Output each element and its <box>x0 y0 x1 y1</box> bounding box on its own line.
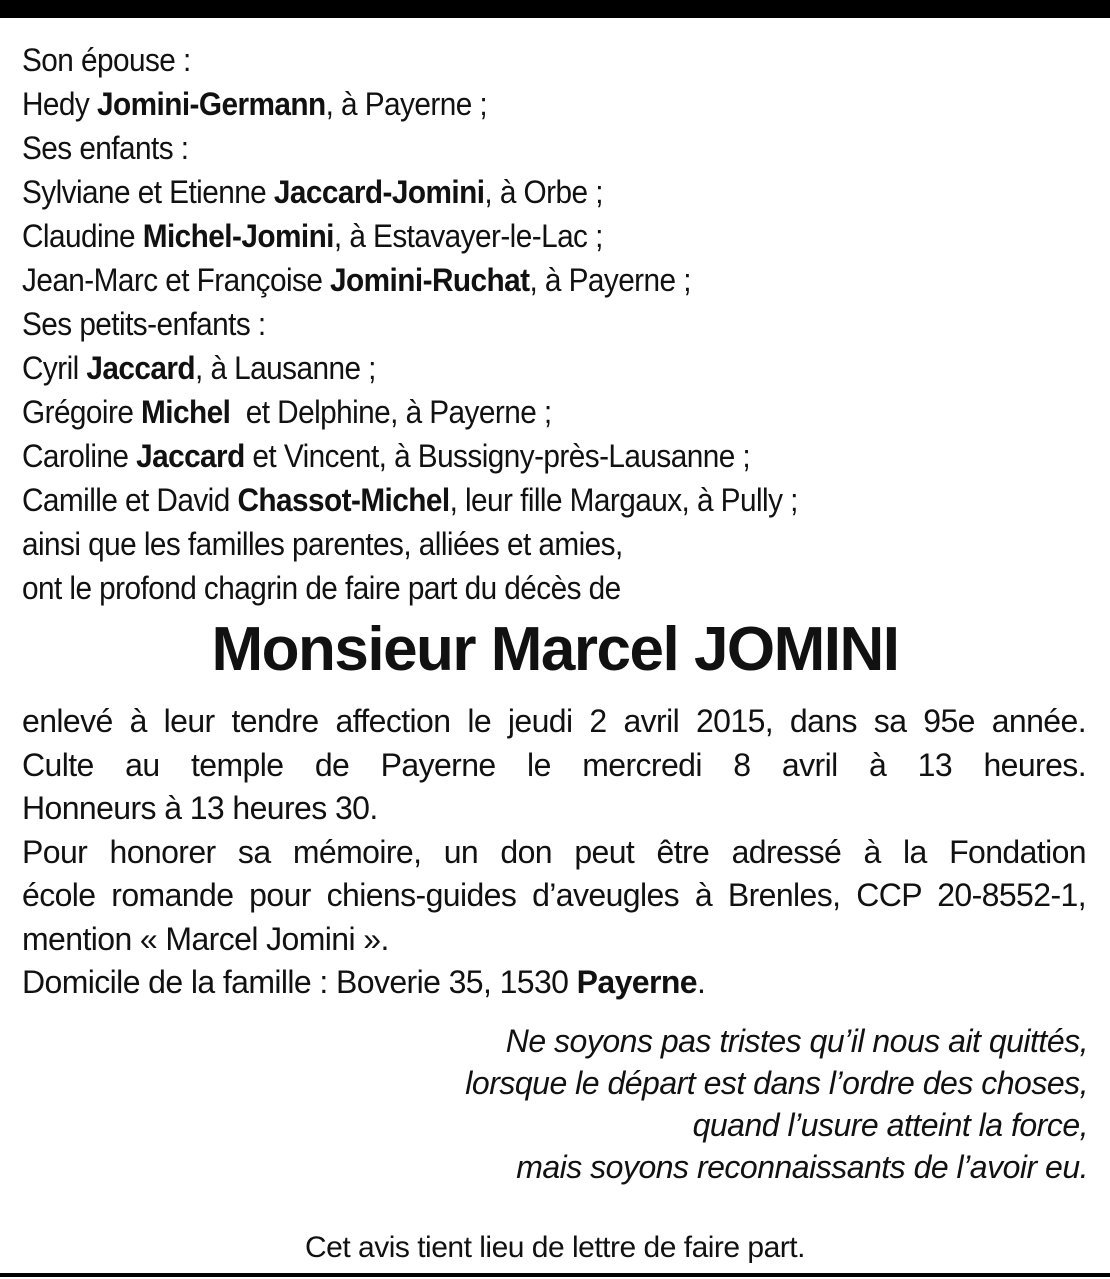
poem-line: quand l’usure atteint la force, <box>692 1107 1088 1143</box>
child-first-names: Sylviane et Etienne <box>22 174 274 210</box>
grandchildren-heading: Ses petits-enfants : <box>22 306 266 342</box>
grandchild-first-names: Camille et David <box>22 482 238 518</box>
poem-line: lorsque le départ est dans l’ordre des choses, <box>465 1065 1088 1101</box>
poem-line: mais soyons reconnaissants de l’avoir eu. <box>516 1149 1088 1185</box>
donation-foundation: école romande pour chiens-guides d’aveugles à Brenles, CCP 20-8552-1, <box>22 877 1086 913</box>
child-first-names: Jean-Marc et Françoise <box>22 262 331 298</box>
honours-info: Honneurs à 13 heures 30. <box>22 790 378 826</box>
announcement-line: ont le profond chagrin de faire part du décès de <box>22 570 621 606</box>
address-city: Payerne <box>576 964 697 1000</box>
deceased-name: Monsieur Marcel JOMINI <box>211 615 899 684</box>
address-text: Domicile de la famille : Boverie 35, 1530 <box>22 964 577 1000</box>
child-line <box>22 258 1017 302</box>
family-list <box>22 38 1017 610</box>
grandchild-first-names: Grégoire <box>22 394 142 430</box>
donation-info: Pour honorer sa mémoire, un don peut être adressé à la Fondation <box>22 833 1086 870</box>
child-location: , à Payerne ; <box>529 262 691 298</box>
spouse-last-name: Jomini-Germann <box>96 86 326 122</box>
grandchild-last-name: Michel <box>141 394 231 430</box>
top-border <box>0 0 1110 18</box>
grandchild-location: et Delphine, à Payerne ; <box>230 394 552 430</box>
spouse-heading: Son épouse : <box>22 42 191 78</box>
grandchild-last-name: Jaccard <box>86 350 196 386</box>
grandchild-location: et Vincent, à Bussigny-près-Lausanne ; <box>244 438 751 474</box>
address-suffix: . <box>697 964 706 1000</box>
child-first-names: Claudine <box>22 218 143 254</box>
spouse-first-name: Hedy <box>22 86 97 122</box>
child-location: , à Orbe ; <box>484 174 603 210</box>
child-last-name: Jomini-Ruchat <box>330 262 530 298</box>
spouse-location: , à Payerne ; <box>325 86 488 122</box>
child-line <box>22 170 1017 214</box>
grandchild-last-name: Jaccard <box>136 438 245 474</box>
passing-date: enlevé à leur tendre affection le jeudi 2 avril 2015, dans sa 95e année. <box>22 703 1086 739</box>
children-heading: Ses enfants : <box>22 130 189 166</box>
child-last-name: Michel-Jomini <box>142 218 334 254</box>
donation-mention: mention « Marcel Jomini ». <box>22 920 389 957</box>
grandchild-location: , à Lausanne ; <box>195 350 376 386</box>
poem-line: Ne soyons pas tristes qu’il nous ait quittés, <box>505 1023 1088 1059</box>
other-families: ainsi que les familles parentes, alliées et amies, <box>22 526 623 562</box>
family-address <box>22 961 1086 1005</box>
grandchild-location: , leur fille Margaux, à Pully ; <box>449 482 798 518</box>
bottom-border <box>0 1273 1110 1277</box>
footer-note: Cet avis tient lieu de lettre de faire part. <box>305 1231 805 1264</box>
grandchild-line <box>22 346 1017 390</box>
grandchild-line <box>22 434 1017 478</box>
grandchild-first-names: Caroline <box>22 438 137 474</box>
spouse-line <box>22 82 1017 126</box>
child-location: , à Estavayer-le-Lac ; <box>333 218 603 254</box>
service-info: Culte au temple de Payerne le mercredi 8 avril à 13 heures. <box>22 746 1086 783</box>
child-last-name: Jaccard-Jomini <box>273 174 485 210</box>
grandchild-line <box>22 478 1017 522</box>
grandchild-first-names: Cyril <box>22 350 87 386</box>
poem <box>188 1020 1088 1188</box>
child-line <box>22 214 1017 258</box>
details-block <box>22 700 1086 1005</box>
grandchild-last-name: Chassot-Michel <box>237 482 450 518</box>
grandchild-line <box>22 390 1017 434</box>
